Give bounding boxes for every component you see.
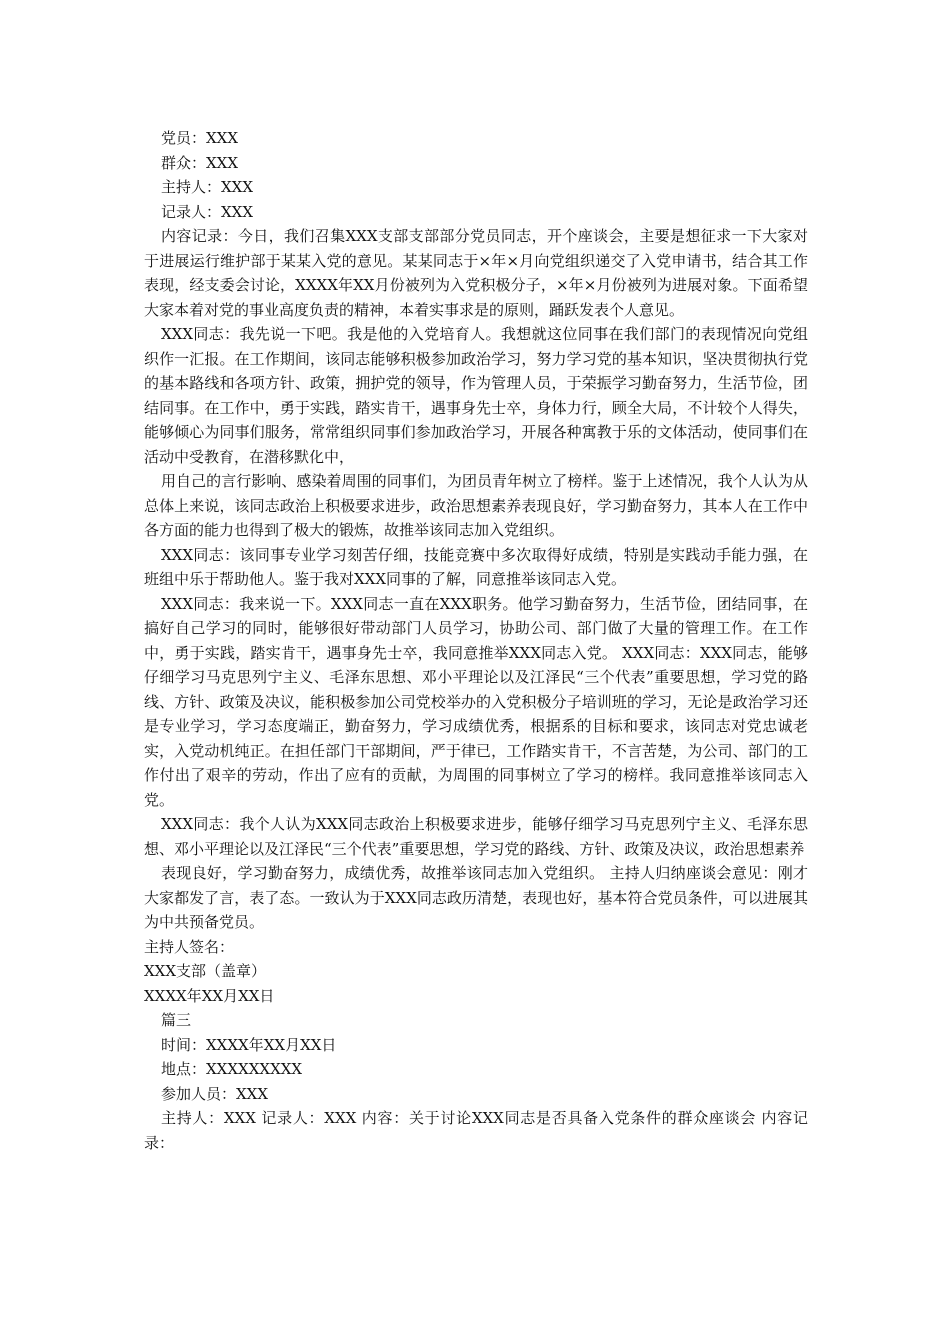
speech-paragraph-1: XXX同志：我先说一下吧。我是他的入党培育人。我想就这位同事在我们部门的表现情况向党组织作一汇报。在工作期间，该同志能够积极参加政治学习，努力学习党的基本知识，坚决贯彻执行党的基本路线和各项方针、政策，拥护党的领导，作为管理人员，于荣振学习勤奋努力，生活节俭，团结同事。在工作中，勇于实践，踏实肯干，遇事身先士卒，身体力行，顾全大局，不计较个人得失，能够倾心为同事们服务，常常组织同事们参加政治学习，开展各种寓教于乐的文体活动，使同事们在活动中受教育，在潜移默化中， <box>144 325 808 466</box>
host-line: 主持人：XXX <box>161 178 254 196</box>
host-signature-line: 主持人签名： <box>144 937 235 956</box>
speech-paragraph-1-continued: 用自己的言行影响、感染着周围的同事们，为团员青年树立了榜样。鉴于上述情况，我个人认为从总体上来说，该同志政治上积极要求进步，政治思想素养表现良好，学习勤奋努力，其本人在工作中各方面的能力也得到了极大的锻炼，故推举该同志加入党组织。 <box>144 472 808 539</box>
speech-paragraph-4: XXX同志：我个人认为XXX同志政治上积极要求进步，能够仔细学习马克思列宁主义、毛泽东思想、邓小平理论以及江泽民“三个代表”重要思想，学习党的路线、方针、政策及决议，政治思想素养 <box>144 815 808 858</box>
document-page <box>144 126 808 1155</box>
meeting-time-line: 时间：XXXX年XX月XX日 <box>161 1035 337 1054</box>
attendee-masses: 群众：XXX <box>161 153 239 172</box>
speech-paragraph-3: XXX同志：我来说一下。XXX同志一直在XXX职务。他学习勤奋努力，生活节俭，团结同事，在搞好自己学习的同时，能够很好带动部门人员学习，协助公司、部门做了大量的管理工作。在工作中，勇于实践，踏实肯干，遇事身先士卒，我同意推举XXX同志入党。 XXX同志：XXX同志，能够仔细学习马克思列宁主义、毛泽东思想、邓小平理论以及江泽民“三个代表”重要思想，学习党的路线、方针、政策及决议，能积极参加公司党校举办的入党积极分子培训班的学习，无论是政治学习还是专业学习，学习态度端正，勤奋努力，学习成绩优秀，根据系的目标和要求，该同志对党忠诚老实，入党动机纯正。在担任部门干部期间，严于律已，工作踏实肯干，不言苦楚，为公司、部门的工作付出了艰辛的劳动，作出了应有的贡献，为周围的同事树立了学习的榜样。我同意推举该同志入党。 <box>144 594 808 809</box>
recorder-line: 记录人：XXX <box>161 202 254 221</box>
date-line: XXXX年XX月XX日 <box>144 986 275 1005</box>
branch-seal-line: XXX支部（盖章） <box>144 962 267 980</box>
participants-line: 参加人员：XXX <box>161 1084 269 1103</box>
section-heading: 篇三 <box>161 1011 192 1029</box>
meeting-location-line: 地点：XXXXXXXXX <box>161 1060 303 1078</box>
content-record-paragraph: 内容记录：今日，我们召集XXX支部支部部分党员同志，开个座谈会，主要是想征求一下大家对于进展运行维护部于某某入党的意见。某某同志于×年×月向党组织递交了入党申请书，结合其工作表现，经支委会讨论，XXXX年XX月份被列为入党积极分子，×年×月份被列为进展对象。下面希望大家本着对党的事业高度负责的精神，本着实事求是的原则，踊跃发表个人意见。 <box>144 227 808 319</box>
summary-paragraph: 表现良好，学习勤奋努力，成绩优秀，故推举该同志加入党组织。 主持人归纳座谈会意见：刚才大家都发了言，表了态。一致认为于XXX同志政历清楚，表现也好，基本符合党员条件，可以进展其为中共预备党员。 <box>144 864 808 931</box>
host-recorder-content-line: 主持人：XXX 记录人：XXX 内容：关于讨论XXX同志是否具备入党条件的群众座谈会 内容记录： <box>144 1109 808 1152</box>
speech-paragraph-2: XXX同志：该同事专业学习刻苦仔细，技能竞赛中多次取得好成绩，特别是实践动手能力强，在班组中乐于帮助他人。鉴于我对XXX同事的了解，同意推举该同志入党。 <box>144 545 808 588</box>
attendee-party-member: 党员：XXX <box>161 129 239 147</box>
